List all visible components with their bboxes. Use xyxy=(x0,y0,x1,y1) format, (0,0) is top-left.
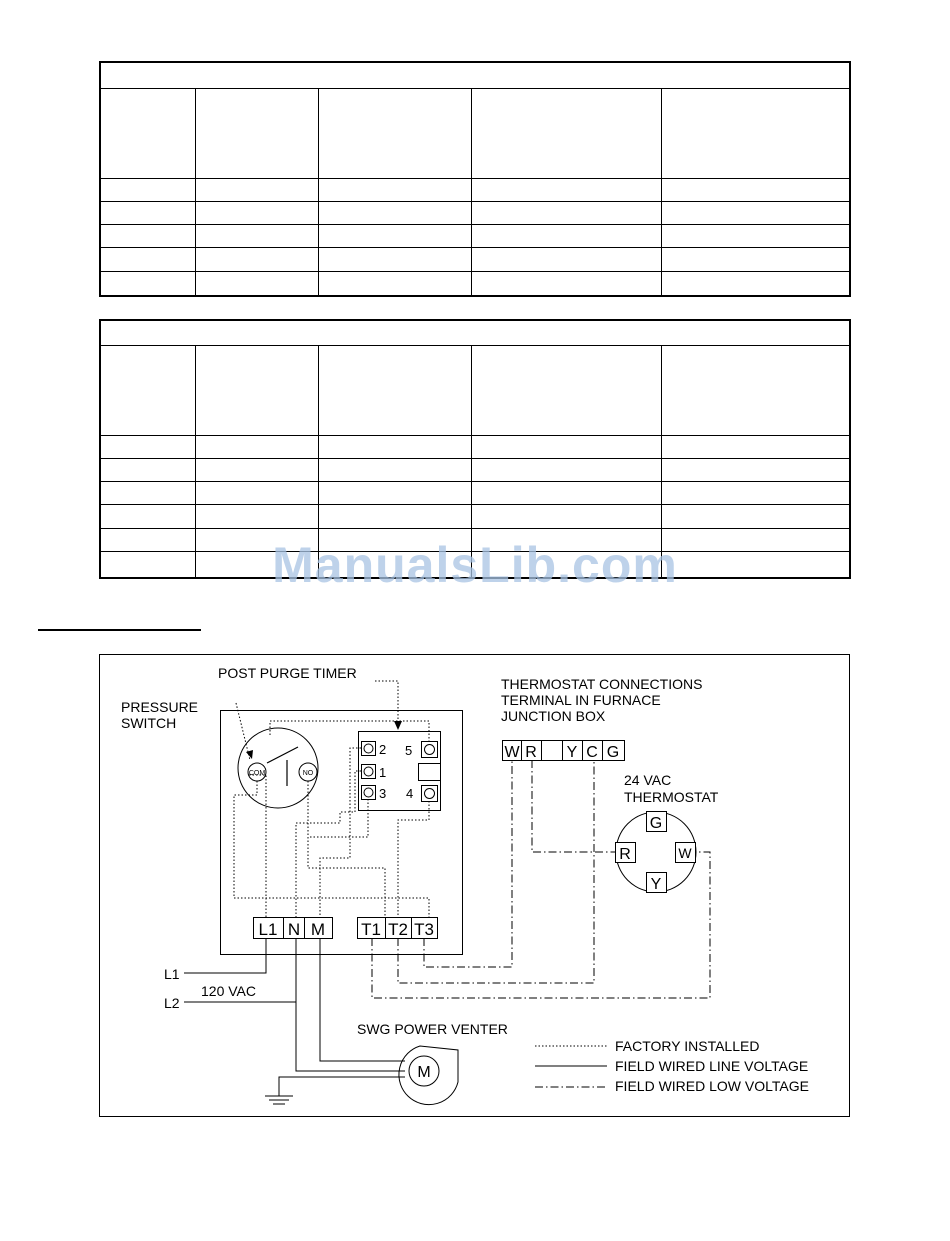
post-purge-timer-label: POST PURGE TIMER xyxy=(218,665,357,681)
l1-label: L1 xyxy=(164,966,180,982)
svg-text:JUNCTION BOX: JUNCTION BOX xyxy=(501,708,606,724)
factory-wiring xyxy=(234,681,429,917)
legend xyxy=(535,1046,607,1087)
svg-text:NO: NO xyxy=(302,770,314,777)
svg-text:3: 3 xyxy=(379,786,387,801)
pressure-switch xyxy=(248,747,317,786)
svg-text:COM: COM xyxy=(248,770,266,777)
svg-text:G: G xyxy=(649,815,663,832)
svg-text:N: N xyxy=(287,920,301,939)
power-venter-label: SWG POWER VENTER xyxy=(357,1021,508,1037)
legend-line-voltage: FIELD WIRED LINE VOLTAGE xyxy=(615,1058,809,1074)
svg-text:SWITCH: SWITCH xyxy=(121,715,177,731)
svg-text:W: W xyxy=(504,744,520,761)
svg-text:G: G xyxy=(606,744,620,761)
svg-text:T1: T1 xyxy=(361,920,381,939)
svg-text:M: M xyxy=(310,920,326,939)
svg-text:THERMOSTAT: THERMOSTAT xyxy=(624,789,719,805)
svg-text:R: R xyxy=(619,846,631,863)
svg-text:L1: L1 xyxy=(258,920,278,939)
svg-text:5: 5 xyxy=(405,743,413,758)
svg-text:R: R xyxy=(525,744,537,761)
svg-text:1: 1 xyxy=(379,765,387,780)
legend-low-voltage: FIELD WIRED LOW VOLTAGE xyxy=(615,1078,809,1094)
control-terminal-strip xyxy=(254,918,438,940)
timer-terminals xyxy=(362,742,441,802)
svg-text:Y: Y xyxy=(650,876,662,893)
svg-text:4: 4 xyxy=(406,786,414,801)
svg-text:2: 2 xyxy=(379,742,387,757)
svg-text:Y: Y xyxy=(566,744,578,761)
svg-text:TERMINAL IN FURNACE: TERMINAL IN FURNACE xyxy=(501,692,661,708)
legend-factory: FACTORY INSTALLED xyxy=(615,1038,760,1054)
pressure-switch-label: PRESSURE xyxy=(121,699,199,715)
vac120-label: 120 VAC xyxy=(201,983,256,999)
svg-text:C: C xyxy=(586,744,598,761)
svg-text:W: W xyxy=(678,845,692,861)
svg-text:M: M xyxy=(417,1064,431,1081)
thermostat-connections-label: THERMOSTAT CONNECTIONS xyxy=(501,676,703,692)
svg-text:T2: T2 xyxy=(388,920,408,939)
svg-text:T3: T3 xyxy=(414,920,434,939)
l2-label: L2 xyxy=(164,995,180,1011)
junction-box-terminals xyxy=(503,741,625,762)
thermostat-label: 24 VAC xyxy=(624,772,672,788)
power-venter-motor xyxy=(399,1046,458,1105)
thermostat xyxy=(616,812,697,894)
watermark: ManualsLib.com xyxy=(272,537,678,593)
